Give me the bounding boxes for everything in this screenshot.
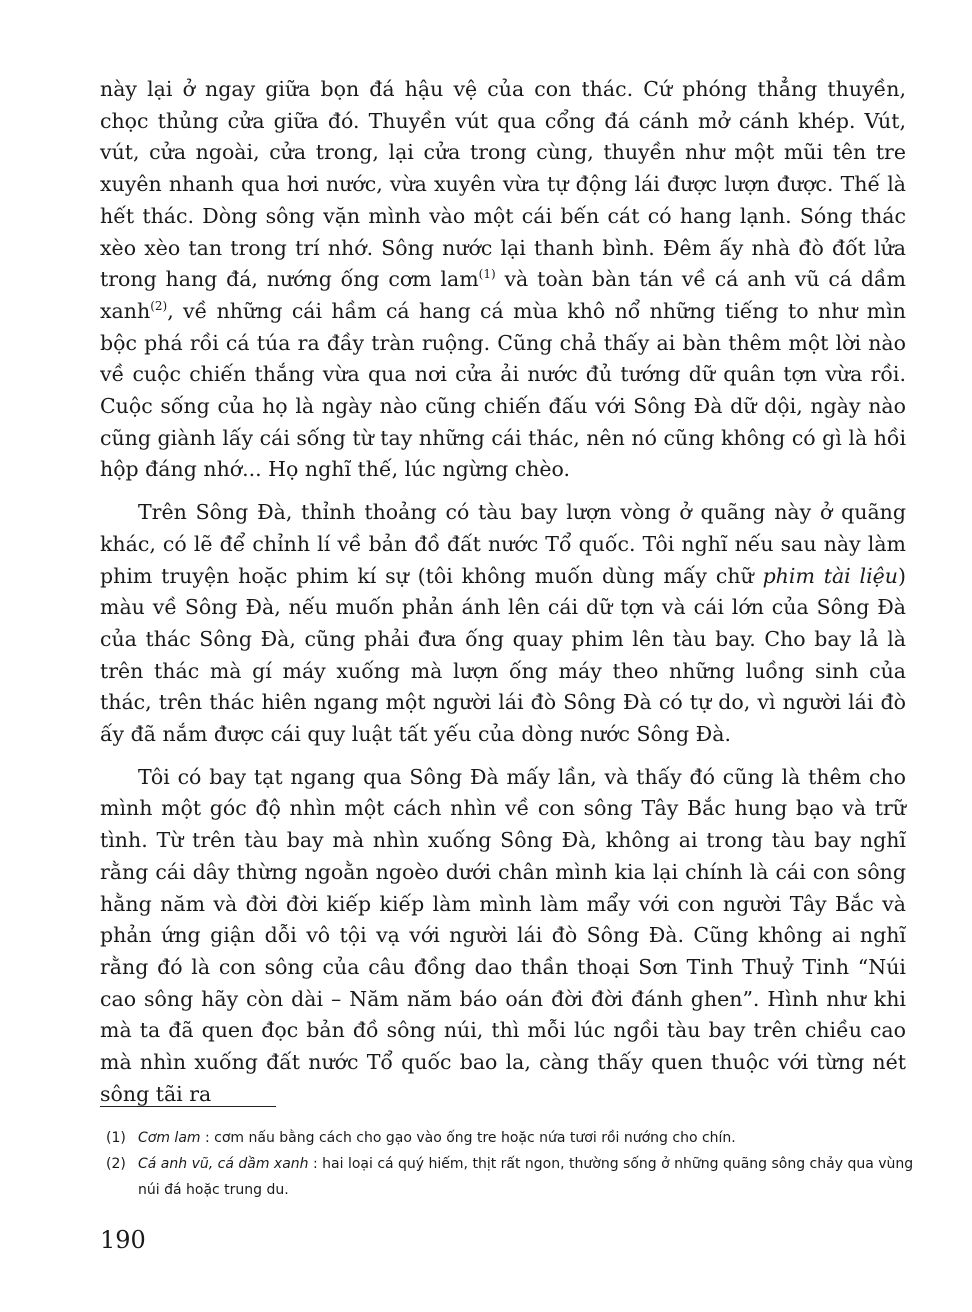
page-number: 190	[100, 1226, 146, 1254]
paragraph-2	[100, 497, 906, 751]
paragraph-text: và toàn bàn tán về cá anh vũ cá dầm xanh	[100, 267, 906, 323]
footnote-ref-2: (2)	[150, 299, 168, 314]
paragraph-text: , về những cái hầm cá hang cá mùa khô nổ những tiếng to như mìn bộc phá rồi cá túa ra đầy tràn ruộng. Cũng chả thấy ai bàn thêm một lời nào về cuộc chiến thắng vừa qua nơi cửa ải nước đủ tướng dữ quân tợn vừa rồi. Cuộc sống của họ là ngày nào cũng chiến đấu với Sông Đà dữ dội, ngày nào cũng giành lấy cái sống từ tay những cái thác, nên nó cũng không có gì là hồi hộp đáng nhớ... Họ nghĩ thế, lúc ngừng chèo.	[100, 298, 906, 482]
paragraph-text: Tôi có bay tạt ngang qua Sông Đà mấy lần, và thấy đó cũng là thêm cho mình một góc độ nhìn một cách nhìn về con sông Tây Bắc hung bạo và trữ tình. Từ trên tàu bay mà nhìn xuống Sông Đà, không ai trong tàu bay nghĩ rằng cái dây thừng ngoằn ngoèo dưới chân mình kia lại chính là cái con sông hằng năm và đời đời kiếp kiếp làm mình làm mẩy với con người Tây Bắc và phản ứng giận dỗi vô tội vạ với người lái đò Sông Đà. Cũng không ai nghĩ rằng đó là con sông của câu đồng dao thần thoại Sơn Tinh Thuỷ Tinh “Núi cao sông hãy còn dài – Năm năm báo oán đời đời đánh ghen”. Hình như khi mà ta đã quen đọc bản đồ sông núi, thì mỗi lúc ngồi tàu bay trên chiều cao mà nhìn xuống đất nước Tổ quốc bao la, càng thấy quen thuộc với từng nét sông tãi ra	[100, 764, 906, 1106]
paragraph-3	[100, 762, 906, 1111]
footnote-number: (2)	[106, 1156, 126, 1172]
footnote-term: Cơm lam	[138, 1130, 201, 1146]
paragraph-1	[100, 74, 906, 486]
footnote-1	[106, 1125, 914, 1151]
footnote-divider	[100, 1106, 276, 1107]
footnotes	[106, 1125, 914, 1203]
footnote-number: (1)	[106, 1130, 126, 1146]
paragraph-text: Trên Sông Đà, thỉnh thoảng có tàu bay lượn vòng ở quãng này ở quãng khác, có lẽ để chỉnh lí về bản đồ đất nước Tổ quốc. Tôi nghĩ nếu sau này làm phim truyện hoặc phim kí sự (tôi không muốn dùng mấy chữ	[100, 500, 906, 588]
footnote-definition: : cơm nấu bằng cách cho gạo vào ống tre hoặc nứa tươi rồi nướng cho chín.	[200, 1130, 736, 1146]
italic-term: phim tài liệu	[762, 563, 898, 588]
body-text	[100, 74, 906, 1122]
paragraph-text: này lại ở ngay giữa bọn đá hậu vệ của con thác. Cứ phóng thẳng thuyền, chọc thủng cửa giữa đó. Thuyền vút qua cổng đá cánh mở cánh khép. Vút, vút, cửa ngoài, cửa trong, lại cửa trong cùng, thuyền như một mũi tên tre xuyên nhanh qua hơi nước, vừa xuyên vừa tự động lái được lượn được. Thế là hết thác. Dòng sông vặn mình vào một cái bến cát có hang lạnh. Sóng thác xèo xèo tan trong trí nhớ. Sông nước lại thanh bình. Đêm ấy nhà đò đốt lửa trong hang đá, nướng ống cơm lam	[100, 77, 906, 292]
footnote-definition: : hai loại cá quý hiếm, thịt rất ngon, thường sống ở những quãng sông chảy qua vùng núi đá hoặc trung du.	[138, 1156, 914, 1198]
footnote-text	[138, 1151, 914, 1203]
footnote-text	[138, 1125, 914, 1151]
footnote-ref-1: (1)	[478, 267, 496, 282]
paragraph-text: ) màu về Sông Đà, nếu muốn phản ánh lên cái dữ tợn và cái lớn của Sông Đà của thác Sông Đà, cũng phải đưa ống quay phim lên tàu bay. Cho bay lả là trên thác mà gí máy xuống mà lượn ống máy theo những luồng sinh của thác, trên thác hiên ngang một người lái đò Sông Đà có tự do, vì người lái đò ấy đã nắm được cái quy luật tất yếu của dòng nước Sông Đà.	[100, 563, 906, 747]
footnote-term: Cá anh vũ, cá dầm xanh	[138, 1156, 309, 1172]
footnote-2	[106, 1151, 914, 1203]
